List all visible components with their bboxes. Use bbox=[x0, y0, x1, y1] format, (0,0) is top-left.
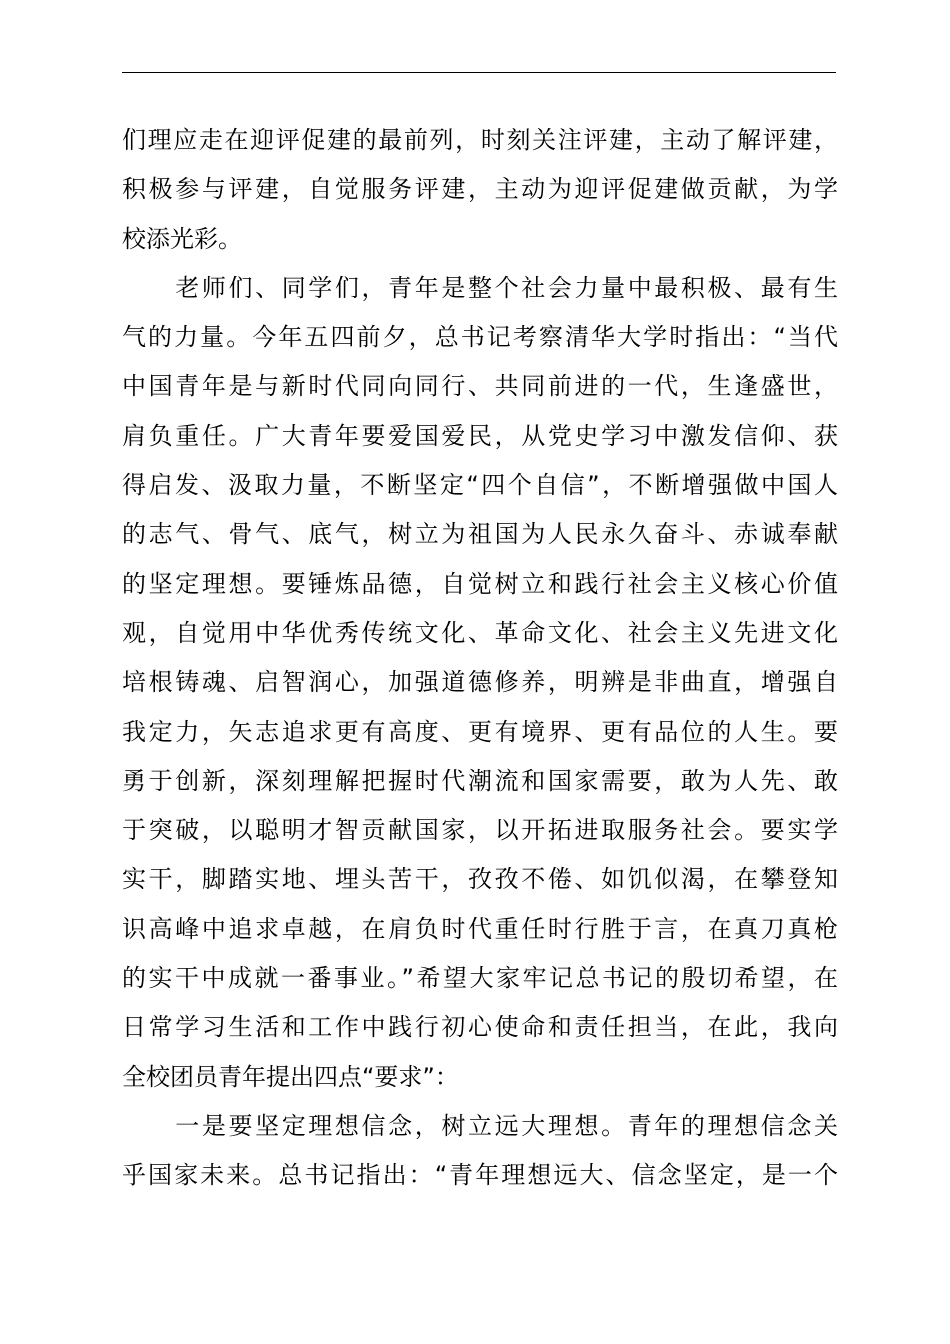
text-line: 日常学习生活和工作中践行初心使命和责任担当，在此，我向 bbox=[122, 1013, 838, 1042]
text-line: 乎国家未来。总书记指出：“青年理想远大、信念坚定，是一个 bbox=[122, 1161, 838, 1190]
body-text bbox=[122, 116, 838, 1201]
text-line: 们理应走在迎评促建的最前列，时刻关注评建，主动了解评建， bbox=[122, 126, 838, 154]
text-line: 的志气、骨气、底气，树立为祖国为人民永久奋斗、赤诚奉献 bbox=[122, 520, 838, 549]
text-line: 中国青年是与新时代同向同行、共同前进的一代，生逢盛世， bbox=[122, 372, 838, 401]
header-rule bbox=[122, 72, 836, 73]
text-line: 肩负重任。广大青年要爱国爱民，从党史学习中激发信仰、获 bbox=[122, 421, 838, 450]
text-line: 的坚定理想。要锤炼品德，自觉树立和践行社会主义核心价值 bbox=[122, 569, 838, 598]
text-line: 积极参与评建，自觉服务评建，主动为迎评促建做贡献，为学 bbox=[122, 175, 838, 204]
text-line: 全校团员青年提出四点“要求”： bbox=[122, 1062, 459, 1091]
text-line: 观，自觉用中华优秀传统文化、革命文化、社会主义先进文化 bbox=[122, 618, 838, 647]
text-line: 识高峰中追求卓越，在肩负时代重任时行胜于言，在真刀真枪 bbox=[122, 914, 838, 943]
text-line: 老师们、同学们，青年是整个社会力量中最积极、最有生 bbox=[122, 273, 838, 302]
text-line: 的实干中成就一番事业。”希望大家牢记总书记的殷切希望，在 bbox=[122, 964, 838, 993]
text-line: 校添光彩。 bbox=[122, 224, 242, 253]
text-line: 得启发、汲取力量，不断坚定“四个自信”，不断增强做中国人 bbox=[122, 471, 838, 500]
text-line: 我定力，矢志追求更有高度、更有境界、更有品位的人生。要 bbox=[122, 717, 838, 746]
text-line: 实干，脚踏实地、埋头苦干，孜孜不倦、如饥似渴，在攀登知 bbox=[122, 865, 838, 894]
text-line: 培根铸魂、启智润心，加强道德修养，明辨是非曲直，增强自 bbox=[122, 668, 838, 697]
text-line: 于突破，以聪明才智贡献国家，以开拓进取服务社会。要实学 bbox=[122, 816, 838, 845]
text-line: 一是要坚定理想信念，树立远大理想。青年的理想信念关 bbox=[122, 1111, 838, 1140]
text-line: 勇于创新，深刻理解把握时代潮流和国家需要，敢为人先、敢 bbox=[122, 766, 838, 795]
text-line: 气的力量。今年五四前夕，总书记考察清华大学时指出：“当代 bbox=[122, 323, 838, 352]
